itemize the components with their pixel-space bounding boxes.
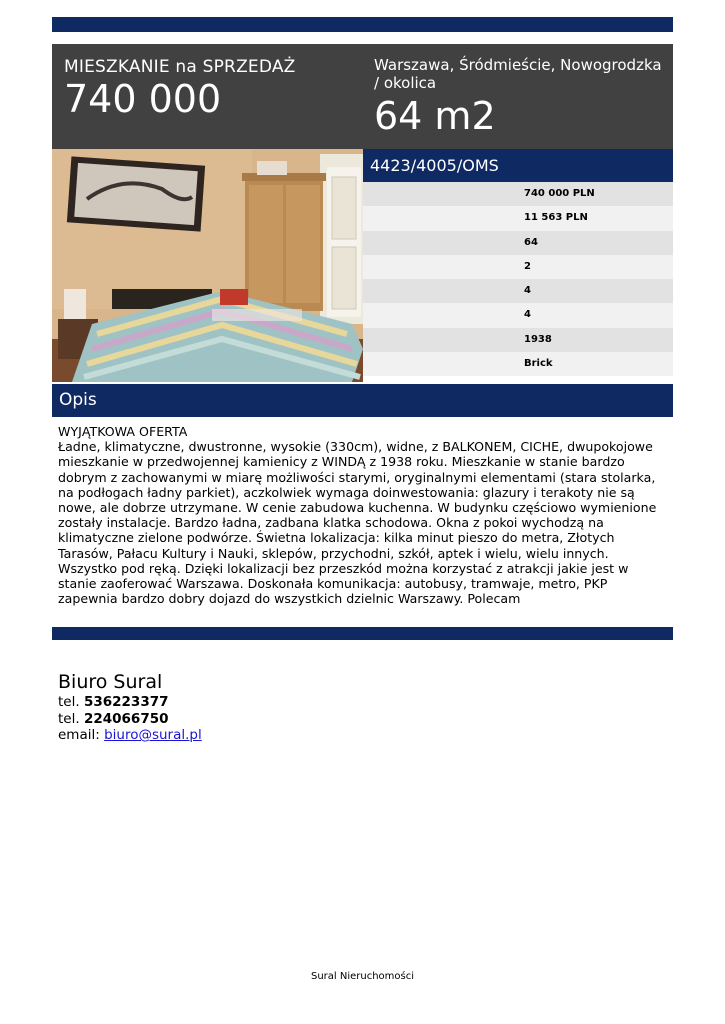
description-text	[58, 424, 670, 606]
footer-text: Sural Nieruchomości	[310, 971, 415, 982]
phone-number-1: 536223377	[83, 694, 169, 710]
spec-value: 2	[524, 260, 531, 272]
listing-area: 64 m2	[374, 94, 496, 138]
spec-value: 64	[524, 236, 538, 248]
spec-row-price-per-m2	[363, 206, 673, 230]
listing-location: Warszawa, Śródmieście, Nowogrodzka / okolica	[374, 56, 662, 92]
divider-bar	[52, 627, 673, 640]
description-heading-bar	[52, 384, 673, 417]
spec-value: 4	[524, 309, 531, 321]
phone-line-2	[58, 711, 202, 728]
spec-value: 1938	[524, 333, 552, 345]
listing-price: 740 000	[64, 77, 222, 121]
property-photo	[52, 149, 363, 382]
listing-type: MIESZKANIE na SPRZEDAŻ	[64, 57, 296, 77]
spec-value: Brick	[524, 358, 553, 370]
spec-row-rooms	[363, 255, 673, 279]
reference-bar	[363, 149, 673, 182]
phone-line-1	[58, 694, 202, 711]
description-heading: Opis	[59, 390, 97, 410]
phone-number-2: 224066750	[83, 710, 169, 727]
contact-block	[58, 671, 202, 744]
reference-number: 4423/4005/OMS	[370, 156, 499, 175]
spec-value: 4	[524, 285, 531, 297]
spec-row-area	[363, 231, 673, 255]
spec-row-price	[363, 182, 673, 206]
email-label: email:	[58, 727, 100, 743]
email-link[interactable]: biuro@sural.pl	[104, 727, 202, 743]
spec-value: 740 000 PLN	[524, 188, 595, 199]
tel-label: tel.	[58, 694, 80, 710]
top-accent-bar	[52, 17, 673, 32]
tel-label: tel.	[58, 710, 80, 727]
specs-table	[363, 182, 673, 376]
spec-row-year	[363, 328, 673, 352]
description-body: Ładne, klimatyczne, dwustronne, wysokie (330cm), widne, z BALKONEM, CICHE, dwupokojowe mieszkanie w przedwojennej kamienicy z WINDĄ z 1938 roku. Mieszkanie w stanie bardzo dobrym z zachowanymi w miarę możliwości starymi, oryginalnymi elementami (stara stolarka, na podłogach ładny parkiet), aczkolwiek wymaga doinwestowania: glazury i terakoty nie są nowe, ale dobrze utrzymane. W cenie zabudowa kuchenna. W budynku częściowo wymienione zostały instalacje. Bardzo ładna, zadbana klatka schodowa. Okna z pokoi wychodzą na klimatyczne zielone podwórze. Świetna lokalizacja: kilka minut pieszo do metra, Złotych Tarasów, Pałacu Kultury i Nauki, sklepów, przychodni, szkół, aptek i wielu, wielu innych. Wszystko pod ręką. Dzięki lokalizacji bez przeszkód można korzystać z atrakcji jakie jest w stanie zaoferować Warszawa. Doskonała komunikacja: autobusy, tramwaje, metro, PKP zapewnia bardzo dobry dojazd do wszystkich dzielnic Warszawy. Polecam	[58, 439, 657, 607]
spec-row-floors	[363, 303, 673, 327]
listing-header	[52, 44, 673, 149]
office-name: Biuro Sural	[58, 671, 163, 693]
spec-row-material	[363, 352, 673, 376]
description-lead: WYJĄTKOWA OFERTA	[58, 424, 188, 439]
email-line	[58, 727, 202, 744]
spec-row-floor	[363, 279, 673, 303]
spec-value: 11 563 PLN	[524, 212, 588, 224]
